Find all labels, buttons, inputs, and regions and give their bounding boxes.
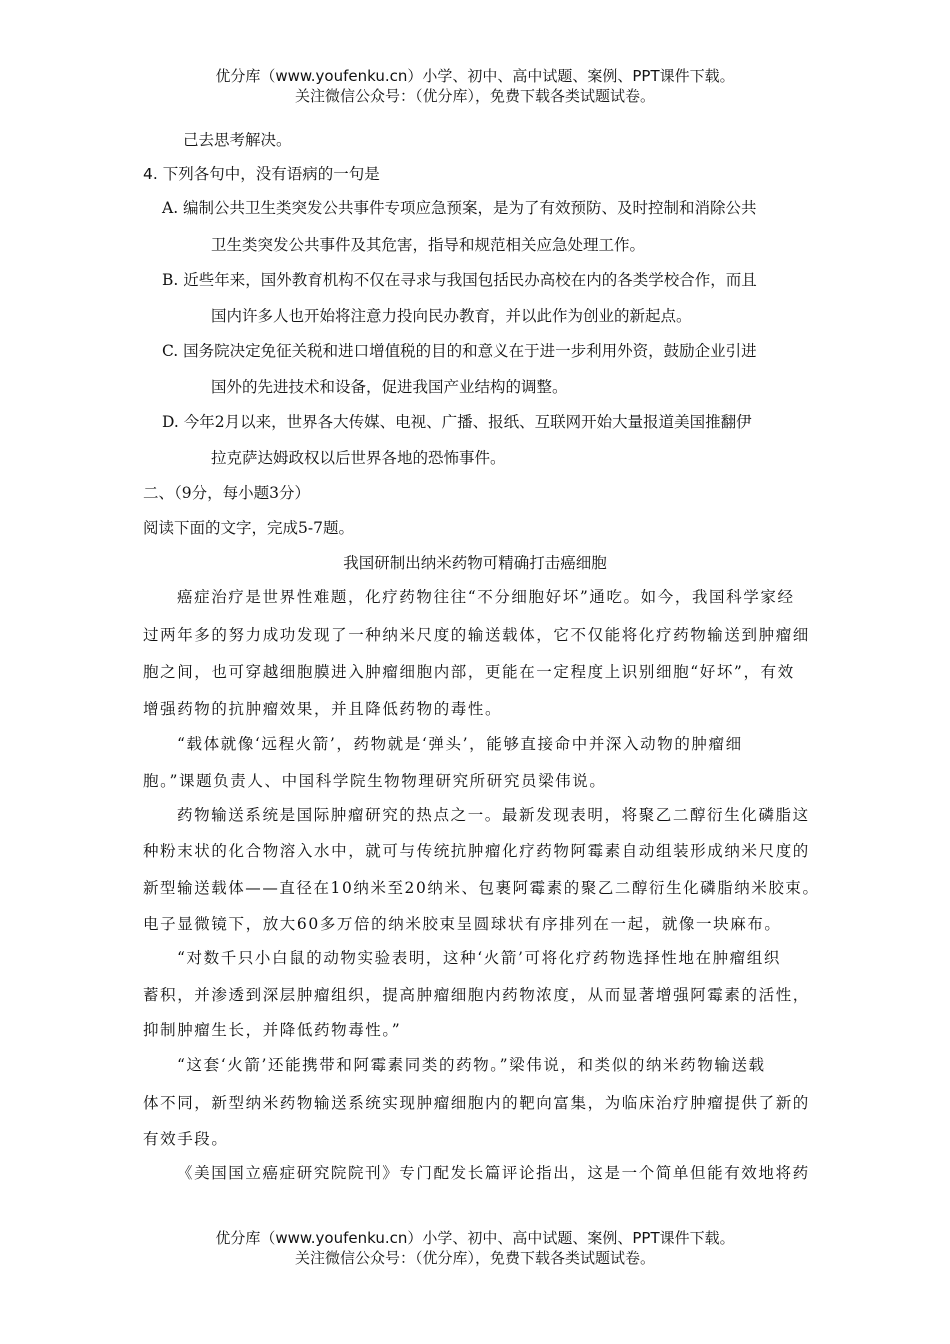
article-line: 胞。”课题负责人、中国科学院生物物理研究所研究员梁伟说。 [143, 772, 607, 790]
article-line: 体不同，新型纳米药物输送系统实现肿瘤细胞内的靶向富集，为临床治疗肿瘤提供了新的 [143, 1094, 810, 1112]
option-a-line-1: A. 编制公共卫生类突发公共事件专项应急预案，是为了有效预防、及时控制和消除公共 [162, 199, 757, 217]
option-d-line-1: D. 今年2月以来，世界各大传媒、电视、广播、报纸、互联网开始大量报道美国推翻伊 [162, 413, 752, 431]
option-b-line-2: 国内许多人也开始将注意力投向民办教育，并以此作为创业的新起点。 [211, 307, 692, 325]
footer-line-1: 优分库（www.youfenku.cn）小学、初中、高中试题、案例、PPT课件下载。 [215, 1229, 735, 1247]
option-c-line-1: C. 国务院决定免征关税和进口增值税的目的和意义在于进一步利用外资，鼓励企业引进 [162, 342, 757, 360]
article-line: 蓄积，并渗透到深层肿瘤组织，提高肿瘤细胞内药物浓度，从而显著增强阿霉素的活性， [143, 986, 810, 1004]
article-line: “载体就像‘远程火箭’，药物就是‘弹头’，能够直接命中并深入动物的肿瘤细 [177, 735, 743, 753]
section-2-instruction: 阅读下面的文字，完成5-7题。 [143, 519, 354, 537]
option-c-line-2: 国外的先进技术和设备，促进我国产业结构的调整。 [211, 378, 568, 396]
option-a-line-2: 卫生类突发公共事件及其危害，指导和规范相关应急处理工作。 [211, 236, 646, 254]
question-4-stem: 4. 下列各句中，没有语病的一句是 [143, 165, 380, 183]
header-line-1: 优分库（www.youfenku.cn）小学、初中、高中试题、案例、PPT课件下载。 [215, 67, 735, 85]
footer-line-2: 关注微信公众号：（优分库），免费下载各类试题试卷。 [294, 1249, 655, 1267]
article-line: 种粉末状的化合物溶入水中，就可与传统抗肿瘤化疗药物阿霉素自动组装形成纳米尺度的 [143, 842, 810, 860]
article-line: “对数千只小白鼠的动物实验表明，这种‘火箭’可将化疗药物选择性地在肿瘤组织 [177, 949, 781, 967]
article-line: 《美国国立癌症研究院院刊》专门配发长篇评论指出，这是一个简单但能有效地将药 [177, 1164, 810, 1182]
article-line: 抑制肿瘤生长，并降低药物毒性。” [143, 1021, 402, 1039]
page-header [0, 66, 950, 106]
page-footer [0, 1228, 950, 1268]
article-line: 新型输送载体——直径在10纳米至20纳米、包裹阿霉素的聚乙二醇衍生化磷脂纳米胶束。 [143, 879, 820, 897]
section-2-heading: 二、（9分，每小题3分） [143, 484, 310, 502]
article-line: 电子显微镜下，放大60多万倍的纳米胶束呈圆球状有序排列在一起，就像一块麻布。 [143, 915, 782, 933]
article-line: 胞之间，也可穿越细胞膜进入肿瘤细胞内部，更能在一定程度上识别细胞“好坏”，有效 [143, 663, 795, 681]
article-line: 有效手段。 [143, 1130, 229, 1148]
option-b-line-1: B. 近些年来，国外教育机构不仅在寻求与我国包括民办高校在内的各类学校合作，而且 [162, 271, 757, 289]
header-line-2: 关注微信公众号：（优分库），免费下载各类试题试卷。 [294, 87, 655, 105]
article-line: 癌症治疗是世界性难题，化疗药物往往“不分细胞好坏”通吃。如今，我国科学家经 [177, 588, 795, 606]
article-line: 药物输送系统是国际肿瘤研究的热点之一。最新发现表明，将聚乙二醇衍生化磷脂这 [177, 806, 810, 824]
article-line: “这套‘火箭’还能携带和阿霉素同类的药物。”梁伟说，和类似的纳米药物输送载 [177, 1056, 766, 1074]
article-title: 我国研制出纳米药物可精确打击癌细胞 [343, 554, 607, 572]
article-line: 过两年多的努力成功发现了一种纳米尺度的输送载体，它不仅能将化疗药物输送到肿瘤细 [143, 626, 810, 644]
option-d-line-2: 拉克萨达姆政权以后世界各地的恐怖事件。 [211, 449, 506, 467]
article-line: 增强药物的抗肿瘤效果，并且降低药物的毒性。 [143, 700, 503, 718]
continuation-text: 己去思考解决。 [183, 131, 292, 149]
